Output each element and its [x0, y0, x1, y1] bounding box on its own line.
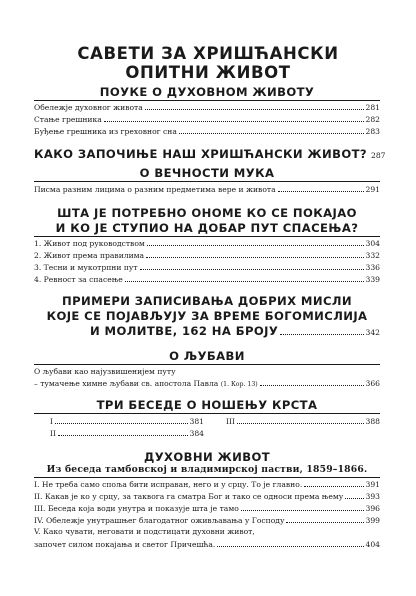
leader-dots: [280, 326, 363, 335]
leader-dots: [147, 237, 364, 246]
toc-entry-title-line-1: О љубави као најузвишенијем путу: [34, 367, 176, 376]
toc-entry[interactable]: [34, 514, 380, 526]
toc-entry-title: I. Не треба само споља бити исправан, него и у срцу. То је главно.: [34, 480, 303, 489]
leader-dots: [217, 538, 363, 547]
toc-entry-page: 336: [365, 263, 380, 272]
section-heading-examples-line-1: ПРИМЕРИ ЗАПИСИВАЊА ДОБРИХ МИСЛИ: [61, 294, 353, 308]
toc-entry-page: 381: [189, 417, 204, 426]
toc-entry-page: 282: [365, 115, 380, 124]
toc-entry[interactable]: [226, 415, 380, 427]
toc-entry[interactable]: [34, 502, 380, 514]
section-rule: [34, 413, 380, 414]
toc-entry-page: 339: [365, 275, 380, 284]
leader-dots: [145, 101, 364, 110]
toc-section-entry[interactable]: [90, 324, 380, 338]
toc-entry[interactable]: [50, 415, 204, 427]
toc-entry-title-text: – тумачење химне љубави св. апостола Павла: [34, 379, 219, 388]
section-rule: [34, 181, 380, 182]
toc-entry-page: 399: [365, 516, 380, 525]
toc-entry-page: 404: [365, 540, 380, 549]
toc-entry[interactable]: [34, 478, 380, 490]
leader-dots: [286, 514, 363, 523]
leader-dots: [125, 273, 364, 282]
leader-dots: [55, 415, 188, 424]
toc-entry-page: 283: [365, 127, 380, 136]
section-heading-three-sermons: ТРИ БЕСЕДЕ О НОШЕЊУ КРСТА: [96, 398, 318, 412]
toc-entry-title: 1. Живот под руководством: [34, 239, 145, 248]
toc-entry-title: Писма разним лицима о разним предметима вере и живота: [34, 185, 276, 194]
section-rule: [34, 364, 380, 365]
toc-entry[interactable]: [34, 249, 380, 261]
toc-entry-page: 366: [365, 379, 380, 388]
toc-entry-title: II. Какав је ко у срцу, за таквога га сматра Бог и тако се односи према њему: [34, 492, 344, 501]
section-subheading: Из беседа тамбовској и владимирској пастви, 1859–1866.: [46, 464, 368, 475]
toc-entry[interactable]: [34, 237, 380, 249]
section-heading-repentance-line-1: ШТА ЈЕ ПОТРЕБНО ОНОМЕ КО СЕ ПОКАЈАО: [57, 206, 357, 220]
toc-entry[interactable]: [34, 125, 380, 137]
toc-entry-title-line-2: започет силом покајања и светог Причешћа.: [34, 540, 216, 549]
toc-entry-page: 342: [365, 328, 380, 337]
toc-entry-title: IV. Обележје унутрашњег благодатног оживљавања у Господу: [34, 516, 285, 525]
leader-dots: [241, 502, 364, 511]
toc-entry-page: 388: [365, 417, 380, 426]
toc-entry-title: 4. Ревност за спасење: [34, 275, 123, 284]
section-heading-repentance-line-2: И КО ЈЕ СТУПИО НА ДОБАР ПУТ СПАСЕЊА?: [55, 221, 359, 235]
leader-dots: [278, 183, 364, 192]
toc-entry[interactable]: [34, 113, 380, 125]
toc-entry-page: 332: [365, 251, 380, 260]
toc-entry-page: 396: [365, 504, 380, 513]
section-heading-examples-line-2: КОЈЕ СЕ ПОЈАВЉУЈУ ЗА ВРЕМЕ БОГОМИСЛИЈА: [46, 309, 368, 323]
toc-entry[interactable]: [34, 273, 380, 285]
toc-entry[interactable]: [34, 377, 380, 389]
toc-entry[interactable]: [34, 183, 380, 195]
toc-entry[interactable]: [34, 101, 380, 113]
toc-entry-page: 304: [365, 239, 380, 248]
leader-dots: [140, 261, 364, 270]
toc-entry-title: Стање грешника: [34, 115, 102, 124]
toc-entry-title: Буђење грешника из греховног сна: [34, 127, 177, 136]
section-heading-examples-line-3: И МОЛИТВЕ, 162 НА БРОЈУ: [90, 324, 279, 338]
leader-dots: [58, 427, 188, 436]
toc-entry-title: 3. Тесни и мукотрпни пут: [34, 263, 138, 272]
toc-entry-page: 281: [365, 103, 380, 112]
toc-entry-page: 287: [371, 151, 386, 160]
scripture-reference: (1. Кор. 13): [220, 381, 258, 388]
toc-entry[interactable]: [34, 490, 380, 502]
leader-dots: [179, 125, 364, 134]
toc-entry-title: III: [226, 417, 235, 426]
toc-entry-title: 2. Живот према правилима: [34, 251, 145, 260]
leader-dots: [260, 377, 364, 386]
toc-entry-page: 393: [365, 492, 380, 501]
toc-entry-title: III. Беседа која води унутра и показује шта је тамо: [34, 504, 239, 513]
section-heading-spiritual-life-teachings: ПОУКЕ О ДУХОВНОМ ЖИВОТУ: [99, 85, 315, 99]
section-heading-christian-life-begins: КАКО ЗАПОЧИЊЕ НАШ ХРИШЋАНСКИ ЖИВОТ?: [34, 147, 368, 161]
main-title-line-2: ОПИТНИ ЖИВОТ: [125, 63, 291, 82]
toc-entry-title-line-1: V. Како чувати, неговати и подстицати духовни живот,: [34, 527, 255, 536]
section-heading-spiritual-life: ДУХОВНИ ЖИВОТ: [143, 450, 271, 464]
section-heading-love: О ЉУБАВИ: [169, 349, 245, 363]
leader-dots: [345, 490, 363, 499]
toc-entry-page: 384: [189, 429, 204, 438]
toc-entry[interactable]: [50, 427, 204, 439]
toc-entry-title: II: [50, 429, 56, 438]
leader-dots: [304, 478, 363, 487]
leader-dots: [146, 249, 363, 258]
leader-dots: [237, 415, 364, 424]
section-heading-eternal-torment: О ВЕЧНОСТИ МУКА: [139, 166, 275, 180]
toc-entry-title: I: [50, 417, 53, 426]
toc-entry-title-line-2: [34, 378, 258, 391]
main-title-line-1: САВЕТИ ЗА ХРИШЋАНСКИ: [77, 44, 339, 63]
leader-dots: [104, 113, 364, 122]
toc-section-entry[interactable]: [34, 147, 386, 161]
toc-entry[interactable]: [34, 261, 380, 273]
toc-entry-title: Обележје духовног живота: [34, 103, 143, 112]
toc-entry-page: 291: [365, 185, 380, 194]
toc-entry-page: 391: [365, 480, 380, 489]
toc-entry[interactable]: [34, 538, 380, 550]
